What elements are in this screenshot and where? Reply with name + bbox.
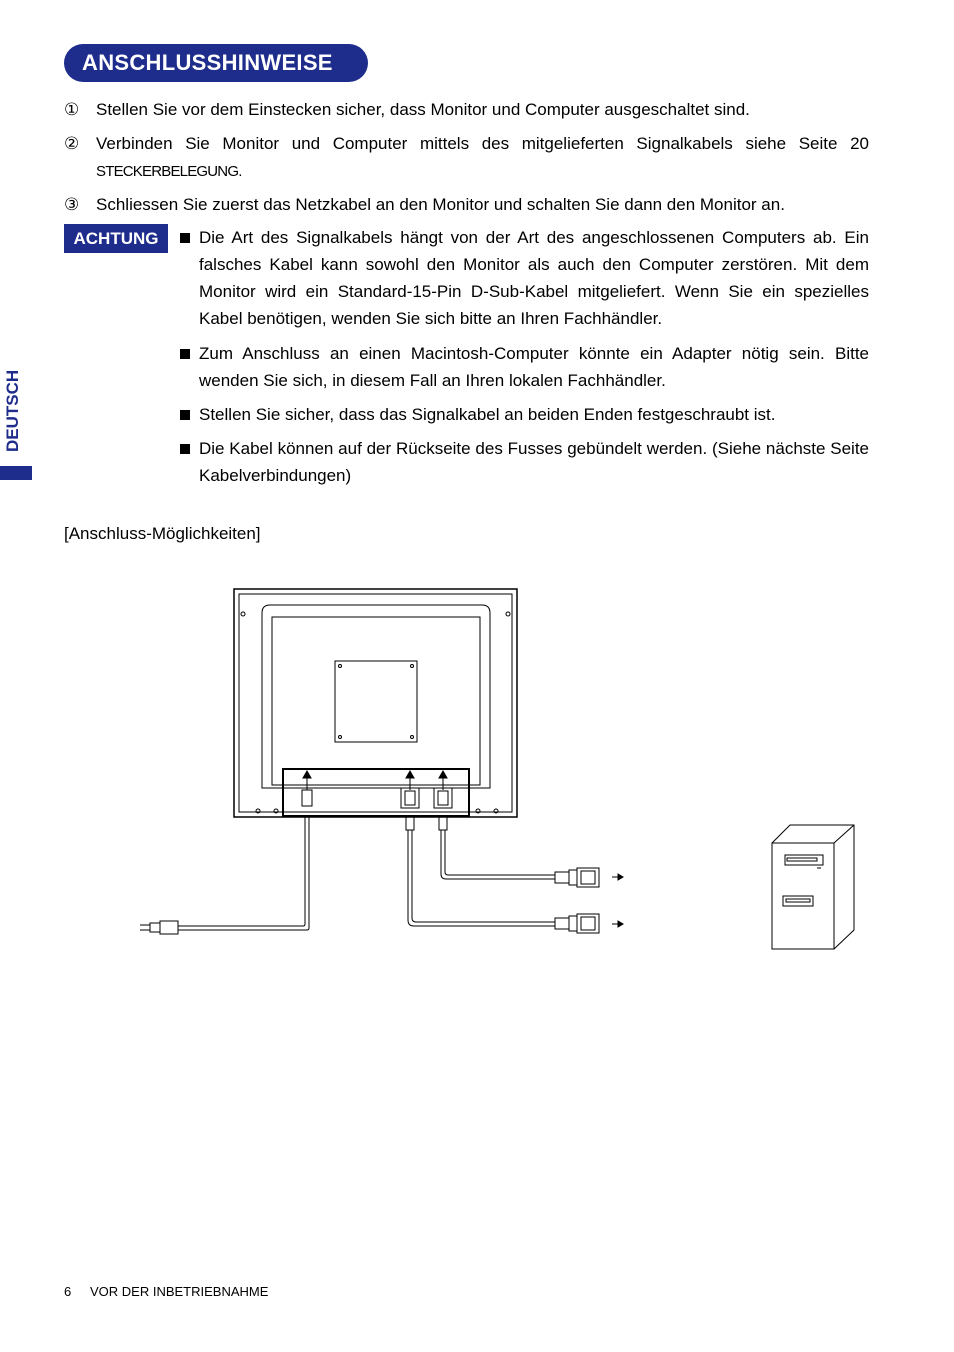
step-number: ②: [64, 134, 80, 153]
step-number: ③: [64, 195, 80, 214]
language-tab-bar: [0, 466, 32, 480]
step-text-block: [96, 130, 869, 185]
signal-cable-illustration: [441, 830, 623, 887]
caution-badge: ACHTUNG: [64, 224, 168, 253]
bullet-square-icon: [180, 410, 190, 420]
language-tab-label: DEUTSCH: [3, 369, 22, 453]
bullet-square-icon: [180, 349, 190, 359]
connection-options-heading: [Anschluss-Möglichkeiten]: [64, 524, 261, 543]
step-number: ①: [64, 100, 80, 119]
step-text: Stellen Sie vor dem Einstecken sicher, dass Monitor und Computer ausgeschaltet sind.: [96, 100, 750, 119]
connection-diagram: [0, 560, 954, 980]
computer-tower-illustration: [772, 825, 854, 949]
signal-cable-illustration: [408, 830, 623, 933]
bullet-square-icon: [180, 444, 190, 454]
section-title: ANSCHLUSSHINWEISE: [64, 44, 368, 82]
note-text: Die Art des Signalkabels hängt von der Art des angeschlossenen Computers ab. Ein falsches Kabel kann sowohl den Monitor als auch den Computer zerstören. Mit dem Monitor wird ein Standard-15-Pin D-Sub-Kabel mitgeliefert. Wenn Sie ein spezielles Kabel benötigen, wenden Sie sich bitte an Ihren Fachhändler.: [199, 228, 869, 328]
step-reference: STECKERBELEGUNG.: [96, 163, 242, 180]
monitor-back-illustration: [234, 589, 517, 830]
note-text: Die Kabel können auf der Rückseite des Fusses gebündelt werden. (Siehe nächste Seite Kabelverbindungen): [199, 439, 869, 485]
power-cable-illustration: [140, 816, 309, 934]
step-text: Schliessen Sie zuerst das Netzkabel an den Monitor und schalten Sie dann den Monitor an.: [96, 195, 785, 214]
bullet-square-icon: [180, 233, 190, 243]
page-number: 6: [64, 1284, 72, 1299]
language-side-tab: [0, 360, 32, 480]
step-text: Verbinden Sie Monitor und Computer mittels des mitgelieferten Signalkabels siehe Seite 20: [96, 134, 869, 153]
note-text: Zum Anschluss an einen Macintosh-Computer könnte ein Adapter nötig sein. Bitte wenden Sie sich, in diesem Fall an Ihren lokalen Fachhändler.: [199, 344, 869, 390]
footer-section: VOR DER INBETRIEBNAHME: [90, 1284, 269, 1299]
note-text: Stellen Sie sicher, dass das Signalkabel an beiden Enden festgeschraubt ist.: [199, 405, 776, 424]
